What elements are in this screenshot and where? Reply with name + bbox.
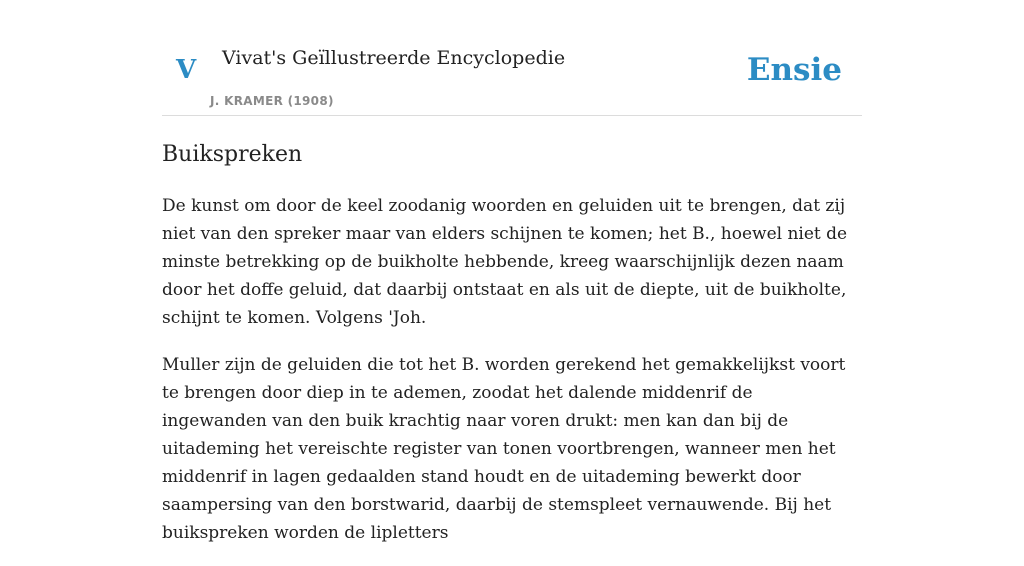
paragraph-1: De kunst om door de keel zoodanig woorden en geluiden uit te brengen, dat zij niet van den spreker maar van elders schijnen te komen; het B., hoewel niet de minste betrekking op de buikholte hebbende, kreeg waarschijnlijk dezen naam door het doffe geluid, dat daarbij ontstaat en als uit de diepte, uit de buikholte, schijnt te komen. Volgens 'Joh. [162,196,848,328]
brand-logo[interactable]: Ensie [746,52,842,88]
source-header [162,0,862,116]
article-title: Buikspreken [162,142,303,167]
article-body [162,192,862,566]
source-author: J. KRAMER (1908) [210,94,334,108]
source-logo-icon[interactable]: V [176,55,197,85]
paragraph-2: Muller zijn de geluiden die tot het B. worden gerekend het gemakkelijkst voort te brengen door diep in te ademen, zoodat het dalende middenrif de ingewanden van den buik krachtig naar voren drukt: men kan dan bij de uitademing het vereischte register van tonen voortbrengen, wanneer men het middenrif in lagen gedaalden stand houdt en de uitademing bewerkt door saampersing van den borstwarid, daarbij de stemspleet vernauwende. Bij het buikspreken worden de lipletters [162,355,846,543]
source-title[interactable]: Vivat's Geïllustreerde Encyclopedie [222,47,566,69]
